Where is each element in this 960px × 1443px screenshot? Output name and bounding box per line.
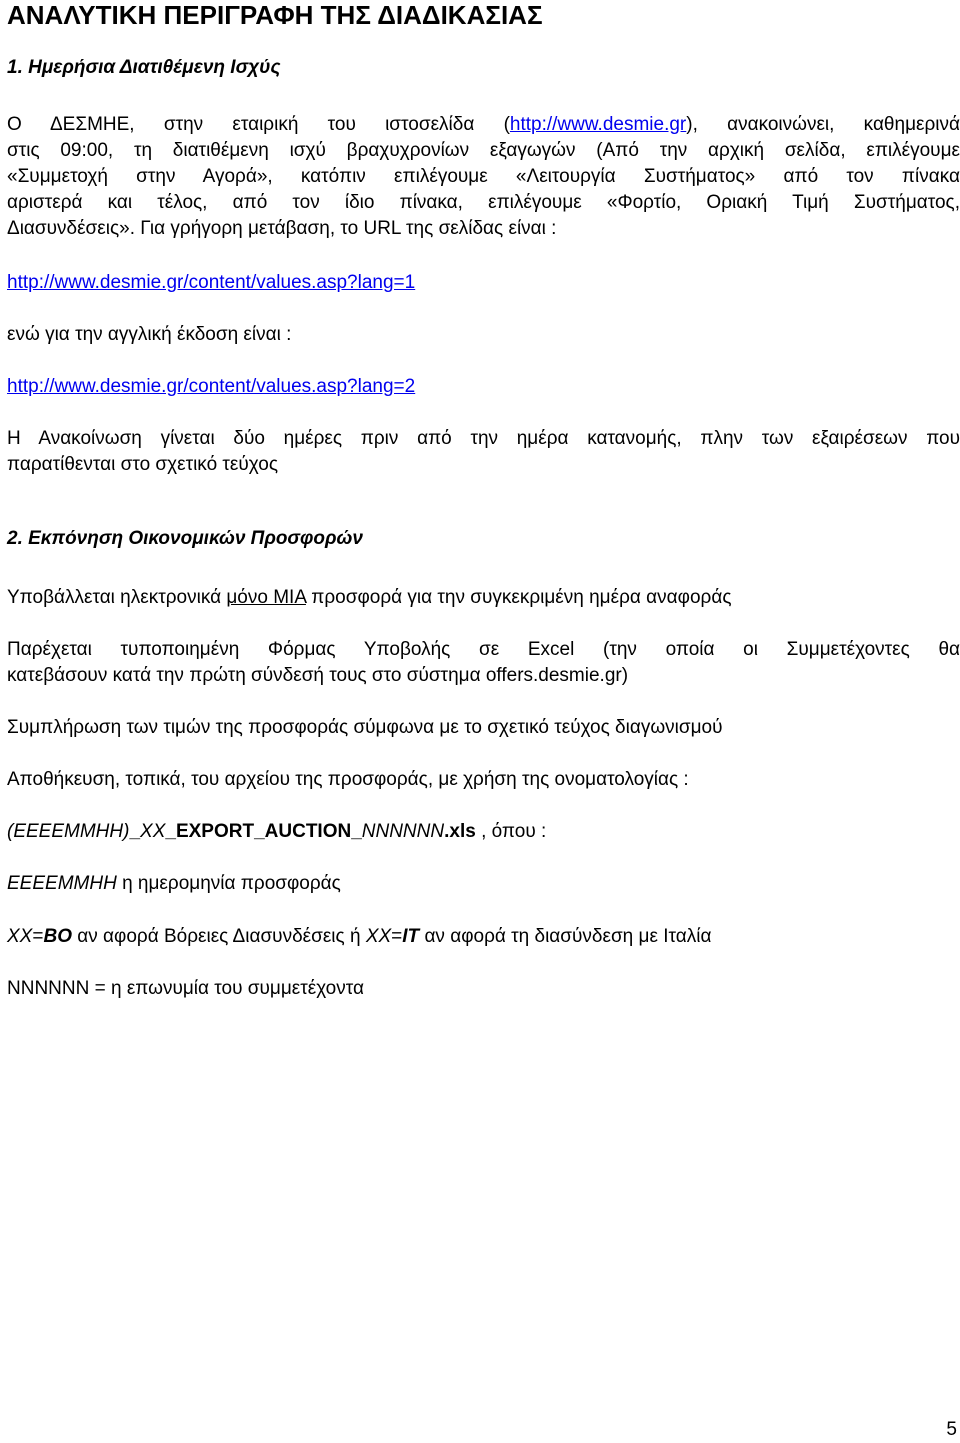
url-english-text[interactable]: http://www.desmie.gr/content/values.asp?lang=2 xyxy=(7,376,416,397)
equals-sign: = xyxy=(391,926,403,947)
xx-placeholder: XX xyxy=(140,821,166,842)
document-title: ΑΝΑΛΥΤΙΚΗ ΠΕΡΙΓΡΑΦΗ ΤΗΣ ΔΙΑΔΙΚΑΣΙΑΣ xyxy=(7,0,543,30)
date-placeholder: (ΕΕΕΕΜΜΗΗ) xyxy=(7,821,130,842)
url-english-link[interactable] xyxy=(7,375,415,399)
date-term: ΕΕΕΕΜΜΗΗ xyxy=(7,873,117,894)
xx-term: XX xyxy=(7,926,33,947)
bo-code: BO xyxy=(43,926,72,947)
paragraph-1-line-5: Διασυνδέσεις». Για γρήγορη μετάβαση, το URL της σελίδας είναι : xyxy=(7,218,557,239)
date-definition xyxy=(7,872,341,896)
save-file-paragraph: Αποθήκευση, τοπικά, του αρχείου της προσφοράς, με χρήση της ονοματολογίας : xyxy=(7,769,689,790)
section-2-heading: 2. Εκπόνηση Οικονομικών Προσφορών xyxy=(7,528,363,549)
xls-extension: .xls xyxy=(444,821,476,842)
paragraph-2-line-2: παρατίθενται στο σχετικό τεύχος xyxy=(7,454,278,475)
fill-prices-paragraph: Συμπλήρωση των τιμών της προσφοράς σύμφωνα με το σχετικό τεύχος διαγωνισμού xyxy=(7,717,723,738)
equals-sign: = xyxy=(32,926,44,947)
text-span: Ο ΔΕΣΜΗΕ, στην εταιρική του ιστοσελίδα ( xyxy=(7,114,510,135)
page-number: 5 xyxy=(946,1419,957,1440)
text-span: Υποβάλλεται ηλεκτρονικά xyxy=(7,587,227,608)
single-offer-paragraph xyxy=(7,586,731,610)
it-code: IT xyxy=(402,926,420,947)
where-text: , όπου : xyxy=(475,821,547,842)
text-span: η ημερομηνία προσφοράς xyxy=(116,873,341,894)
xx-term: XX xyxy=(365,926,392,947)
desmie-home-link[interactable]: http://www.desmie.gr xyxy=(509,114,687,135)
text-span: αν αφορά τη διασύνδεση με Ιταλία xyxy=(419,926,712,947)
paragraph-1-line-3: «Συμμετοχή στην Αγορά», κατόπιν επιλέγουμε «Λειτουργία Συστήματος» από τον πίνακα xyxy=(7,166,960,187)
separator: _ xyxy=(129,821,141,842)
section-1-heading: 1. Ημερήσια Διατιθέμενη Ισχύς xyxy=(7,57,281,78)
url-greek-text[interactable]: http://www.desmie.gr/content/values.asp?lang=1 xyxy=(7,272,416,293)
excel-form-line-1: Παρέχεται τυποποιημένη Φόρμας Υποβολής σε Excel (την οποία οι Συμμετέχοντες θα xyxy=(7,639,960,660)
excel-form-line-2: κατεβάσουν κατά την πρώτη σύνδεσή τους στο σύστημα offers.desmie.gr) xyxy=(7,665,629,686)
export-auction-text: _EXPORT_AUCTION_ xyxy=(165,821,362,842)
text-span: ), ανακοινώνει, καθημερινά xyxy=(686,114,960,135)
paragraph-1-line-1 xyxy=(7,113,960,137)
text-span: προσφορά για την συγκεκριμένη ημέρα αναφοράς xyxy=(305,587,732,608)
xx-definition xyxy=(7,925,711,949)
filename-pattern xyxy=(7,820,546,844)
only-one-emphasis: μόνο ΜΙΑ xyxy=(226,587,306,608)
url-greek-link[interactable] xyxy=(7,271,415,295)
text-span: αν αφορά Βόρειες Διασυνδέσεις ή xyxy=(71,926,366,947)
paragraph-2-line-1: Η Ανακοίνωση γίνεται δύο ημέρες πριν από την ημέρα κατανομής, πλην των εξαιρέσεων που xyxy=(7,428,960,449)
english-version-note: ενώ για την αγγλική έκδοση είναι : xyxy=(7,324,292,345)
nnnnnn-placeholder: NNNNNN xyxy=(361,821,445,842)
paragraph-1-line-4: αριστερά και τέλος, από τον ίδιο πίνακα, επιλέγουμε «Φορτίο, Οριακή Τιμή Συστήματος, xyxy=(7,192,960,213)
paragraph-1-line-2: στις 09:00, τη διατιθέμενη ισχύ βραχυχρονίων εξαγωγών (Από την αρχική σελίδα, επιλέγουμε xyxy=(7,140,960,161)
participant-definition: NNNNNN = η επωνυμία του συμμετέχοντα xyxy=(7,978,364,999)
